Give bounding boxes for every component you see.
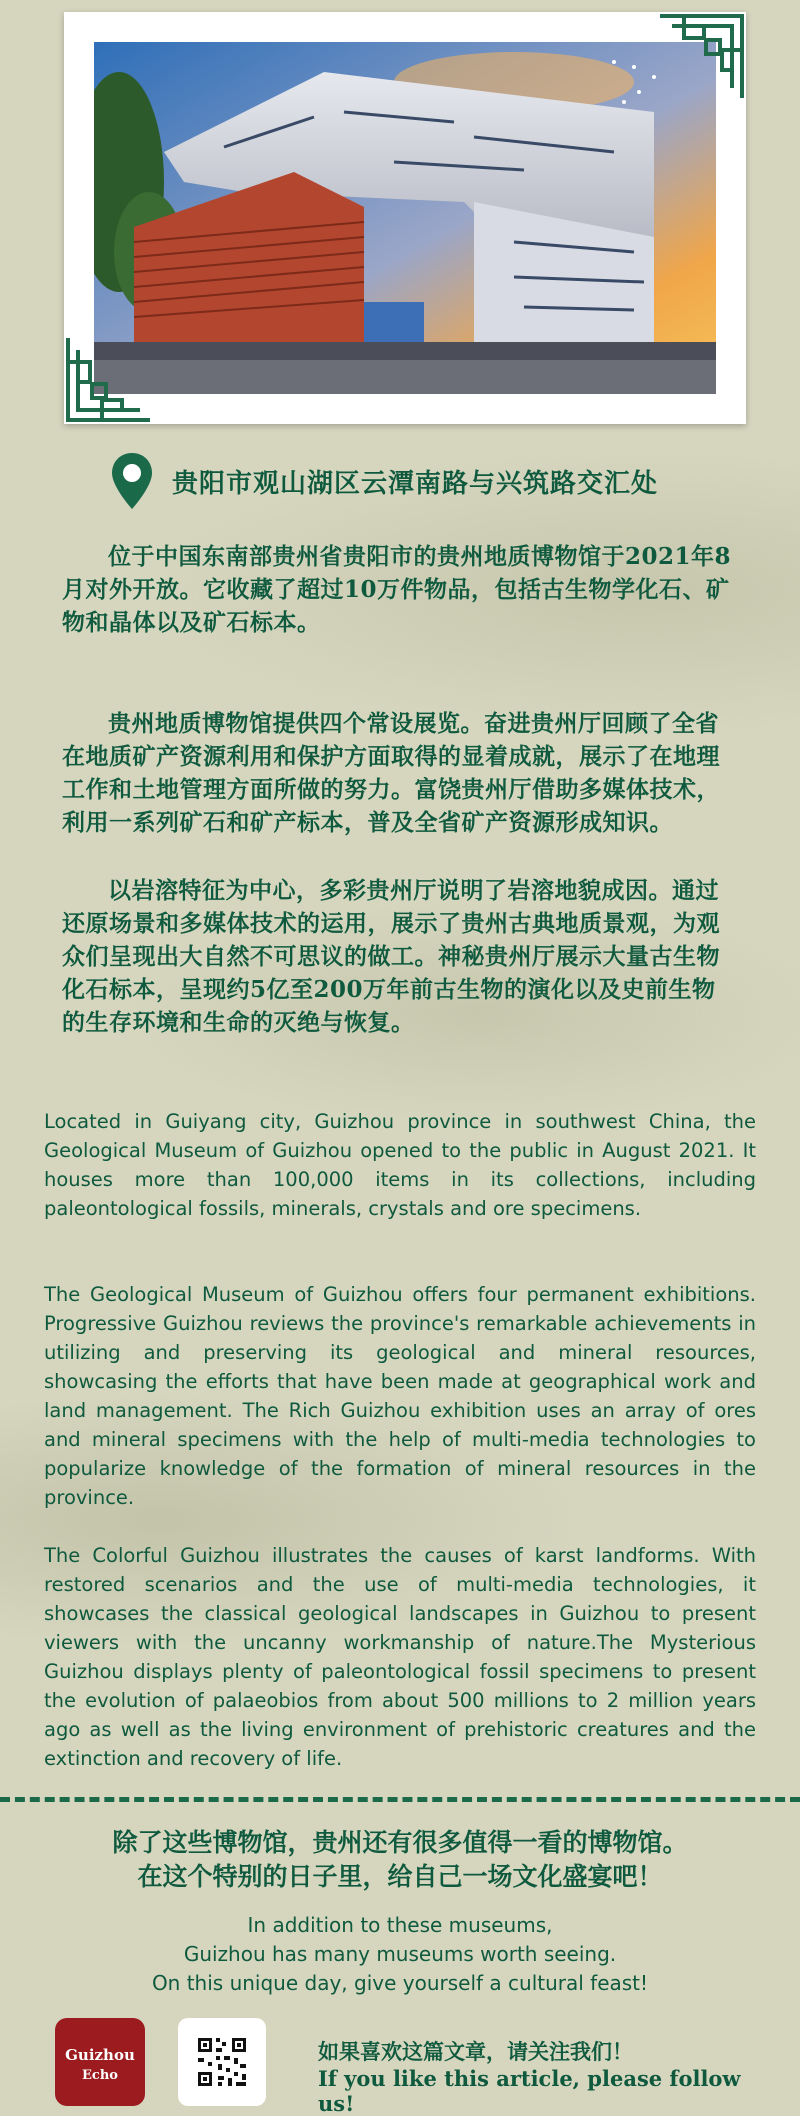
follow-cn: 如果喜欢这篇文章，请关注我们！ bbox=[318, 2039, 633, 2064]
guizhou-echo-logo[interactable] bbox=[55, 2018, 145, 2106]
museum-photo-frame bbox=[64, 12, 746, 424]
cn-paragraph-2: 贵州地质博物馆提供四个常设展览。奋进贵州厅回顾了全省在地质矿产资源利用和保护方面取得的显着成就，展示了在地理工作和土地管理方面所做的努力。富饶贵州厅借助多媒体技术，利用一系列矿石和矿产标本，普及全省矿产资源形成知识。 bbox=[62, 710, 720, 836]
address-text: 贵阳市观山湖区云潭南路与兴筑路交汇处 bbox=[172, 468, 659, 499]
map-pin-icon bbox=[110, 451, 154, 511]
cn-paragraph-3: 以岩溶特征为中心，多彩贵州厅说明了岩溶地貌成因。通过还原场景和多媒体技术的运用，展示了贵州古典地质景观，为观众们呈现出大自然不可思议的做工。神秘贵州厅展示大量古生物化石标本，呈现约5亿至200万年前古生物的演化以及史前生物的生存环境和生命的灭绝与恢复。 bbox=[62, 877, 720, 1036]
dashed-divider bbox=[0, 1797, 800, 1802]
qr-code-icon bbox=[178, 2018, 266, 2106]
logo-line-2: Echo bbox=[82, 2068, 118, 2083]
museum-photo bbox=[94, 42, 716, 394]
follow-en: If you like this article, please follow us! bbox=[318, 2066, 741, 2116]
closing-en-line-3: On this unique day, give yourself a cultural feast! bbox=[151, 1971, 649, 1995]
en-paragraph-3: The Colorful Guizhou illustrates the causes of karst landforms. With restored scenarios and the use of multi-media technologies, it showcases the classical geological landscapes in Guizhou to present viewers with the uncanny workmanship of nature.The Mysterious Guizhou displays plenty of paleontological fossil specimens to present the evolution of palaeobios from about 500 millions to 2 million years ago as well as the living environment of prehistoric creatures and the extinction and recovery of life. bbox=[44, 1544, 756, 1770]
fretwork-corner-bottom-left bbox=[62, 334, 154, 426]
cn-paragraph-1: 位于中国东南部贵州省贵阳市的贵州地质博物馆于2021年8月对外开放。它收藏了超过10万件物品，包括古生物学化石、矿物和晶体以及矿石标本。 bbox=[62, 543, 732, 636]
closing-cn-line-2: 在这个特别的日子里，给自己一场文化盛宴吧！ bbox=[137, 1862, 663, 1891]
location-line bbox=[110, 450, 750, 512]
fretwork-corner-top-right bbox=[656, 10, 748, 102]
closing-en-line-2: Guizhou has many museums worth seeing. bbox=[183, 1942, 617, 1966]
en-paragraph-2: The Geological Museum of Guizhou offers four permanent exhibitions. Progressive Guizhou reviews the province's remarkable achievements in utilizing and preserving its geological and mineral resources, showcasing the efforts that have been made at geographical work and land management. The Rich Guizhou exhibition uses an array of ores and mineral specimens with the help of multi-media technologies to popularize knowledge of the formation of mineral resources in the province. bbox=[44, 1283, 756, 1509]
closing-en-line-1: In addition to these museums, bbox=[247, 1913, 553, 1937]
qr-code[interactable] bbox=[178, 2018, 266, 2106]
en-paragraph-1: Located in Guiyang city, Guizhou province in southwest China, the Geological Museum of Guizhou opened to the public in August 2021. It houses more than 100,000 items in its collections, including paleontological fossils, minerals, crystals and ore specimens. bbox=[44, 1110, 756, 1220]
closing-cn-line-1: 除了这些博物馆，贵州还有很多值得一看的博物馆。 bbox=[112, 1828, 688, 1857]
logo-line-1: Guizhou bbox=[65, 2046, 135, 2064]
